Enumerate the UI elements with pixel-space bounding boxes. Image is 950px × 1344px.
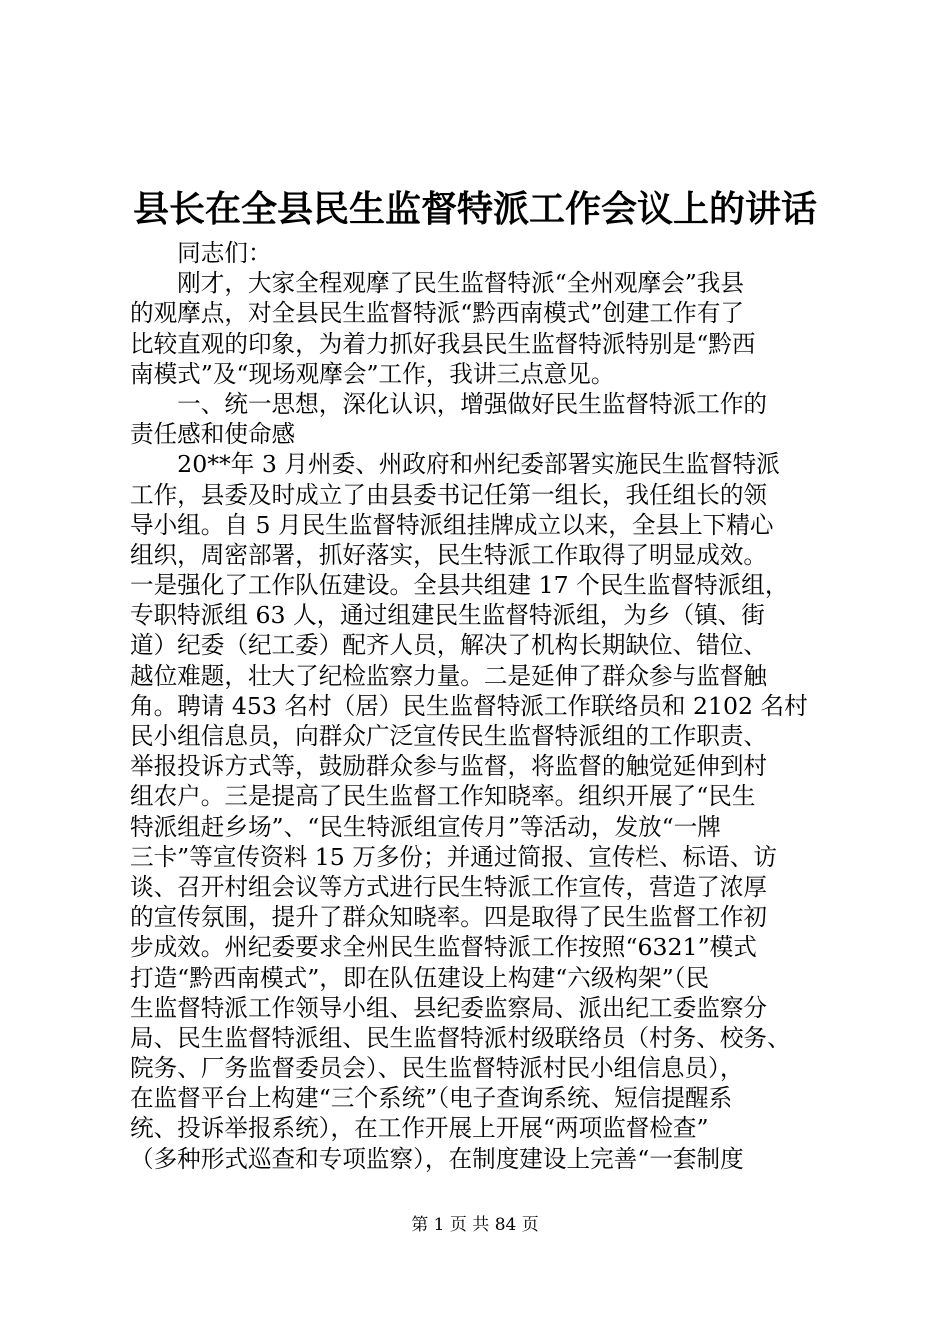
body-line: 角。聘请 453 名村（居）民生监督特派工作联络员和 2102 名村 [130,691,808,720]
body-line: 导小组。自 5 月民生监督特派组挂牌成立以来，全县上下精心 [130,510,774,539]
body-line: 专职特派组 63 人，通过组建民生监督特派组，为乡（镇、街 [130,601,765,630]
body-line: 在监督平台上构建“三个系统”（电子查询系统、短信提醒系 [130,1084,733,1113]
body-line: 民小组信息员，向群众广泛宣传民生监督特派组的工作职责、 [130,722,768,750]
document-body [130,238,850,1174]
body-line: 南模式”及“现场观摩会”工作，我讲三点意见。 [130,359,615,388]
body-line: 同志们： [130,239,272,267]
body-line: 特派组赶乡场”、“民生特派组宣传月”等活动，发放“一牌 [130,812,721,841]
page-number-footer: 第 1 页 共 84 页 [411,1215,539,1235]
body-line: 生监督特派工作领导小组、县纪委监察局、派出纪工委监察分 [130,993,768,1022]
body-line: 刚才，大家全程观摩了民生监督特派“全州观摩会”我县 [130,269,744,298]
body-line: 的观摩点，对全县民生监督特派“黔西南模式”创建工作有了 [130,299,744,328]
body-line: 打造“黔西南模式”，即在队伍建设上构建“六级构架”（民 [130,963,710,992]
body-line: 组织，周密部署，抓好落实，民生特派工作取得了明显成效。 [130,540,768,569]
body-line: 越位难题，壮大了纪检监察力量。二是延伸了群众参与监督触 [130,661,768,690]
body-line: 谈、召开村组会议等方式进行民生特派工作宣传，营造了浓厚 [130,872,768,901]
body-line: 一、统一思想，深化认识，增强做好民生监督特派工作的 [130,389,768,418]
body-line: 道）纪委（纪工委）配齐人员，解决了机构长期缺位、错位、 [130,631,768,660]
body-line: 20**年 3 月州委、州政府和州纪委部署实施民生监督特派 [130,450,780,479]
body-line: 三卡”等宣传资料 15 万多份；并通过简报、宣传栏、标语、访 [130,842,777,871]
body-line: 的宣传氛围，提升了群众知晓率。四是取得了民生监督工作初 [130,903,768,932]
document-title: 县长在全县民生监督特派工作会议上的讲话 [132,188,817,230]
body-line: 一是强化了工作队伍建设。全县共组建 17 个民生监督特派组， [130,571,789,600]
body-line: 举报投诉方式等，鼓励群众参与监督，将监督的触觉延伸到村 [130,752,768,781]
body-line: 局、民生监督特派组、民生监督特派村级联络员（村务、校务、 [130,1023,791,1052]
body-line: （多种形式巡查和专项监察），在制度建设上完善“一套制度 [130,1144,744,1173]
body-line: 院务、厂务监督委员会）、民生监督特派村民小组信息员）， [130,1054,744,1083]
body-line: 责任感和使命感 [130,420,296,449]
body-line: 组农户。三是提高了民生监督工作知晓率。组织开展了“民生 [130,782,756,811]
body-line: 统、投诉举报系统），在工作开展上开展“两项监督检查” [130,1114,709,1143]
body-line: 比较直观的印象，为着力抓好我县民生监督特派特别是“黔西 [130,329,756,358]
body-line: 步成效。州纪委要求全州民生监督特派工作按照“6321”模式 [130,933,757,962]
body-line: 工作，县委及时成立了由县委书记任第一组长，我任组长的领 [130,480,768,509]
